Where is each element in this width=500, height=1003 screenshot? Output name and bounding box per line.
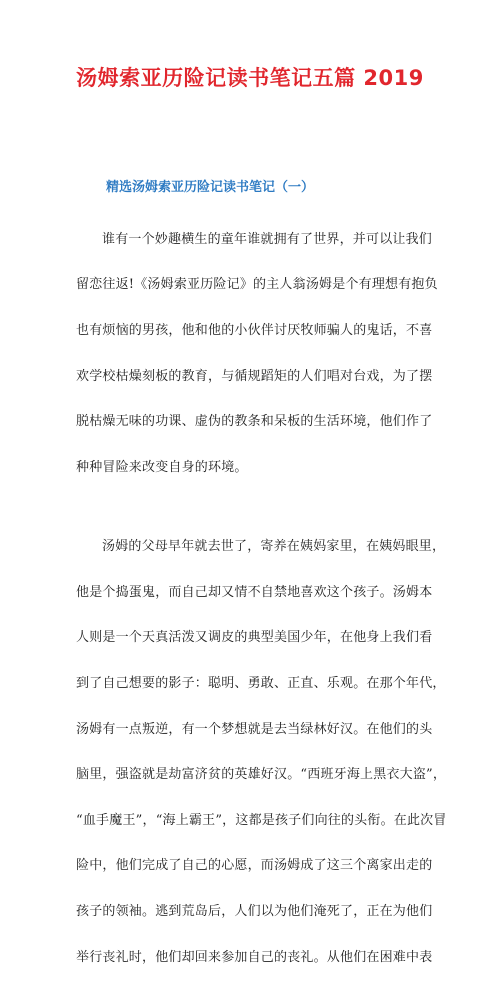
- paragraph-2: [76, 513, 447, 992]
- text-line: 举行丧礼时，他们却回来参加自己的丧礼。从他们在困难中表: [76, 949, 433, 965]
- text-line: 他是个捣蛋鬼，而自己却又情不自禁地喜欢这个孩子。汤姆本: [76, 584, 433, 600]
- text-line: 谁有一个妙趣横生的童年谁就拥有了世界，并可以让我们: [102, 231, 433, 247]
- text-line: 种种冒险来改变自身的环境。: [76, 459, 248, 475]
- text-line: 脑里，强盗就是劫富济贫的英雄好汉。“西班牙海上黑衣大盗”，: [76, 767, 447, 783]
- text-line: 孩子的领袖。逃到荒岛后，人们以为他们淹死了，正在为他们: [76, 903, 433, 919]
- section-heading: 精选汤姆索亚历险记读书笔记（一）: [106, 180, 315, 195]
- paragraph-1: [76, 206, 438, 502]
- text-line: 也有烦恼的男孩，他和他的小伙伴讨厌牧师骗人的鬼话，不喜: [76, 322, 433, 338]
- text-line: 人则是一个天真活泼又调皮的典型美国少年，在他身上我们看: [76, 630, 433, 646]
- text-line: “血手魔王”，“海上霸王”，这都是孩子们向往的头衔。在此次冒: [76, 812, 447, 828]
- article-body: [76, 206, 447, 1003]
- text-line: 脱枯燥无味的功课、虚伪的教条和呆板的生活环境，他们作了: [76, 414, 433, 430]
- text-line: 到了自己想要的影子：聪明、勇敢、正直、乐观。在那个年代，: [76, 675, 446, 691]
- text-line: 险中，他们完成了自己的心愿，而汤姆成了这三个离家出走的: [76, 858, 433, 874]
- document-title: 汤姆索亚历险记读书笔记五篇 2019: [76, 66, 424, 90]
- text-line: 欢学校枯燥刻板的教育，与循规蹈矩的人们唱对台戏，为了摆: [76, 368, 433, 384]
- text-line: 留恋往返!《汤姆索亚历险记》的主人翁汤姆是个有理想有抱负: [76, 277, 438, 293]
- text-line: 汤姆的父母早年就去世了，寄养在姨妈家里，在姨妈眼里，: [102, 539, 446, 555]
- text-line: 汤姆有一点叛逆，有一个梦想就是去当绿林好汉。在他们的头: [76, 721, 433, 737]
